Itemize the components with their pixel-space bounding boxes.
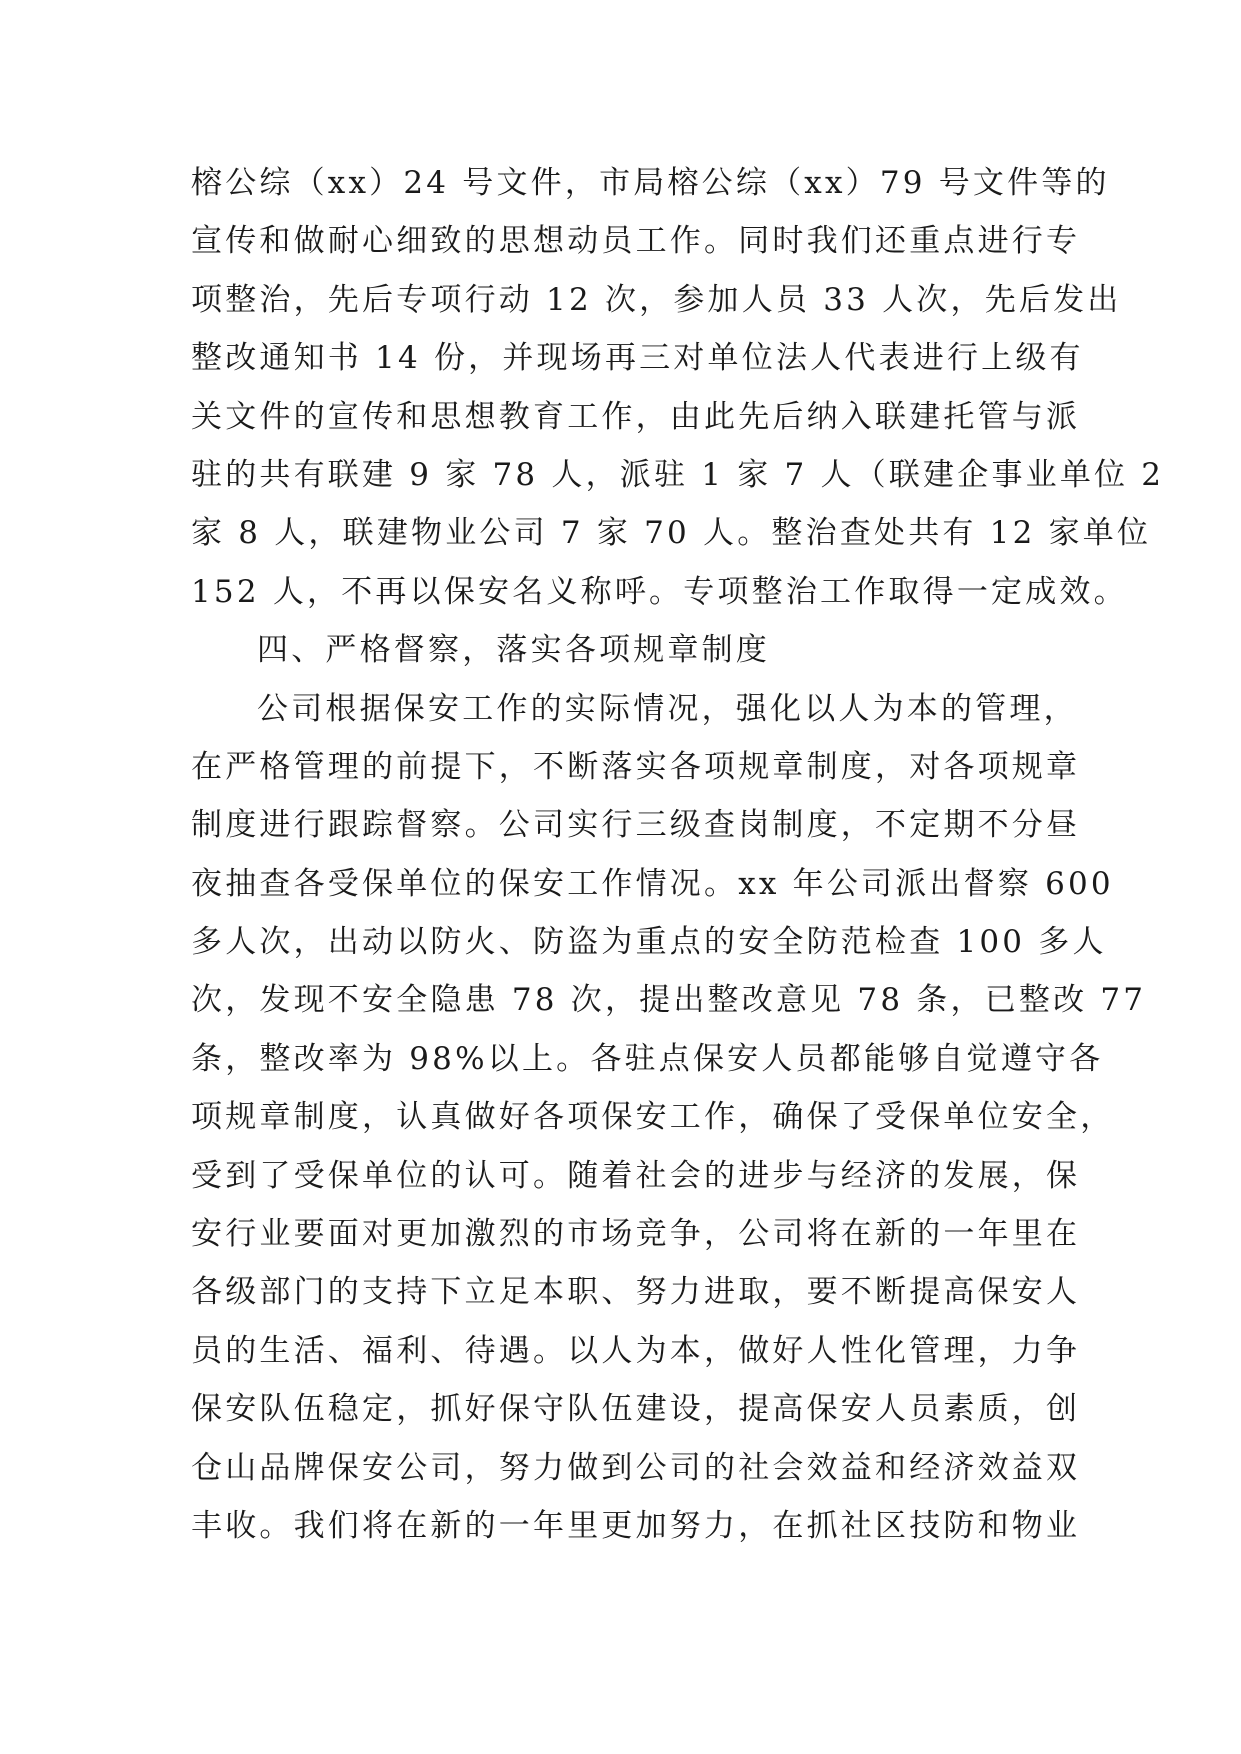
text-line: 驻的共有联建 9 家 78 人，派驻 1 家 7 人（联建企事业单位 2 bbox=[191, 456, 1165, 493]
text-line: 丰收。我们将在新的一年里更加努力，在抓社区技防和物业 bbox=[191, 1507, 1081, 1544]
text-line: 公司根据保安工作的实际情况，强化以人为本的管理， bbox=[257, 690, 1078, 727]
text-line: 项整治，先后专项行动 12 次，参加人员 33 人次，先后发出 bbox=[191, 281, 1122, 318]
text-line: 榕公综（xx）24 号文件，市局榕公综（xx）79 号文件等的 bbox=[191, 165, 1110, 201]
text-line: 受到了受保单位的认可。随着社会的进步与经济的发展，保 bbox=[191, 1157, 1081, 1194]
text-line: 仓山品牌保安公司，努力做到公司的社会效益和经济效益双 bbox=[191, 1449, 1081, 1486]
text-line: 项规章制度，认真做好各项保安工作，确保了受保单位安全， bbox=[191, 1099, 1115, 1136]
text-line: 保安队伍稳定，抓好保守队伍建设，提高保安人员素质，创 bbox=[191, 1391, 1081, 1428]
text-line: 各级部门的支持下立足本职、努力进取，要不断提高保安人 bbox=[191, 1274, 1081, 1311]
text-line: 员的生活、福利、待遇。以人为本，做好人性化管理，力争 bbox=[191, 1332, 1081, 1369]
text-line: 整改通知书 14 份，并现场再三对单位法人代表进行上级有 bbox=[191, 340, 1084, 377]
text-line: 多人次，出动以防火、防盗为重点的安全防范检查 100 多人 bbox=[191, 924, 1107, 961]
text-line: 关文件的宣传和思想教育工作，由此先后纳入联建托管与派 bbox=[191, 398, 1081, 435]
text-line: 次，发现不安全隐患 78 次，提出整改意见 78 条，已整改 77 bbox=[191, 982, 1147, 1019]
section-heading: 四、严格督察，落实各项规章制度 bbox=[257, 632, 770, 669]
text-line: 制度进行跟踪督察。公司实行三级查岗制度，不定期不分昼 bbox=[191, 807, 1081, 844]
text-line: 安行业要面对更加激烈的市场竞争，公司将在新的一年里在 bbox=[191, 1216, 1081, 1253]
text-line: 夜抽查各受保单位的保安工作情况。xx 年公司派出督察 600 bbox=[191, 865, 1114, 902]
text-line: 在严格管理的前提下，不断落实各项规章制度，对各项规章 bbox=[191, 748, 1081, 785]
text-line: 条，整改率为 98%以上。各驻点保安人员都能够自觉遵守各 bbox=[191, 1040, 1104, 1077]
text-line: 宣传和做耐心细致的思想动员工作。同时我们还重点进行专 bbox=[191, 223, 1081, 260]
text-line: 152 人，不再以保安名义称呼。专项整治工作取得一定成效。 bbox=[191, 573, 1128, 610]
body-text bbox=[191, 154, 1165, 1555]
text-line: 家 8 人，联建物业公司 7 家 70 人。整治查处共有 12 家单位 bbox=[191, 515, 1152, 552]
